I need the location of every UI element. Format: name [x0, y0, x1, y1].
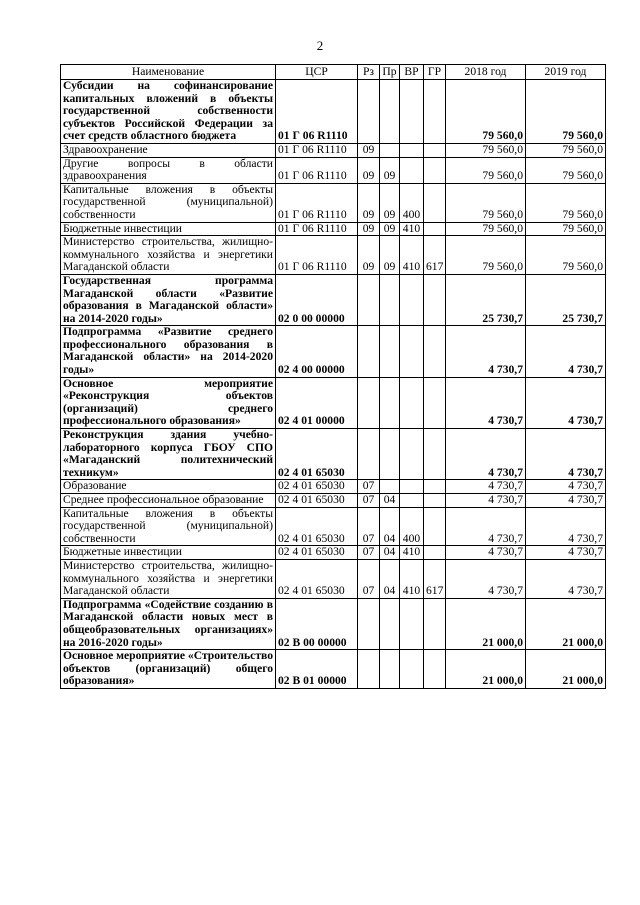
row-csr: 02 4 01 65030 — [276, 546, 358, 560]
row-vr — [400, 598, 424, 649]
row-2018: 4 730,7 — [446, 559, 526, 598]
row-pr — [380, 80, 400, 144]
row-csr: 02 4 01 65030 — [276, 480, 358, 494]
row-pr — [380, 650, 400, 689]
row-pr: 04 — [380, 507, 400, 546]
row-2019: 4 730,7 — [526, 326, 606, 377]
header-name: Наименование — [61, 65, 276, 80]
row-2019: 79 560,0 — [526, 80, 606, 144]
row-2018: 4 730,7 — [446, 429, 526, 480]
row-pr — [380, 143, 400, 157]
page-number: 2 — [316, 38, 324, 53]
header-2018: 2018 год — [446, 65, 526, 80]
row-gr — [424, 650, 446, 689]
row-2019: 4 730,7 — [526, 546, 606, 560]
row-csr: 01 Г 06 R1110 — [276, 236, 358, 275]
table-row — [61, 546, 606, 560]
row-name: Основное мероприятие «Реконструкция объектов (организаций) среднего профессионального образования» — [61, 377, 276, 428]
table-row — [61, 157, 606, 183]
row-rz: 07 — [358, 507, 380, 546]
row-csr: 02 4 01 65030 — [276, 429, 358, 480]
row-2018: 79 560,0 — [446, 183, 526, 222]
row-vr — [400, 494, 424, 508]
row-rz — [358, 650, 380, 689]
row-2019: 4 730,7 — [526, 559, 606, 598]
row-csr: 02 4 01 65030 — [276, 507, 358, 546]
table-row — [61, 80, 606, 144]
row-2018: 79 560,0 — [446, 80, 526, 144]
row-name: Субсидии на софинансирование капитальных вложений в объекты государственной собственности субъектов Российской Федерации за счет средств областного бюджета — [61, 80, 276, 144]
row-rz — [358, 377, 380, 428]
table-row — [61, 559, 606, 598]
row-pr — [380, 598, 400, 649]
table-row — [61, 598, 606, 649]
row-2019: 4 730,7 — [526, 429, 606, 480]
header-vr: ВР — [400, 65, 424, 80]
row-vr — [400, 377, 424, 428]
row-2018: 4 730,7 — [446, 377, 526, 428]
row-gr — [424, 222, 446, 236]
row-gr: 617 — [424, 236, 446, 275]
row-pr: 04 — [380, 559, 400, 598]
row-2018: 4 730,7 — [446, 546, 526, 560]
row-name: Капитальные вложения в объекты государственной (муниципальной) собственности — [61, 507, 276, 546]
row-name: Государственная программа Магаданской области «Развитие образования в Магаданской области» на 2014-2020 годы» — [61, 274, 276, 325]
header-csr: ЦСР — [276, 65, 358, 80]
row-vr: 400 — [400, 183, 424, 222]
row-vr — [400, 650, 424, 689]
table-row — [61, 236, 606, 275]
row-rz — [358, 326, 380, 377]
row-rz: 09 — [358, 236, 380, 275]
row-pr: 04 — [380, 546, 400, 560]
budget-table — [60, 64, 606, 689]
row-2019: 79 560,0 — [526, 157, 606, 183]
row-rz: 09 — [358, 183, 380, 222]
row-2018: 4 730,7 — [446, 326, 526, 377]
row-pr — [380, 377, 400, 428]
row-csr: 01 Г 06 R1110 — [276, 157, 358, 183]
row-rz: 09 — [358, 157, 380, 183]
row-gr — [424, 157, 446, 183]
table-row — [61, 650, 606, 689]
table-row — [61, 183, 606, 222]
row-rz: 09 — [358, 143, 380, 157]
row-pr — [380, 480, 400, 494]
row-gr — [424, 143, 446, 157]
row-2018: 21 000,0 — [446, 598, 526, 649]
row-name: Министерство строительства, жилищно-коммунального хозяйства и энергетики Магаданской области — [61, 236, 276, 275]
row-gr — [424, 274, 446, 325]
header-2019: 2019 год — [526, 65, 606, 80]
row-csr: 01 Г 06 R1110 — [276, 80, 358, 144]
row-vr: 410 — [400, 546, 424, 560]
row-csr: 02 4 01 00000 — [276, 377, 358, 428]
row-pr — [380, 429, 400, 480]
row-gr — [424, 377, 446, 428]
row-vr — [400, 326, 424, 377]
table-row — [61, 143, 606, 157]
row-name: Реконструкция здания учебно-лабораторного корпуса ГБОУ СПО «Магаданский политехнический техникум» — [61, 429, 276, 480]
row-2018: 4 730,7 — [446, 507, 526, 546]
table-row — [61, 377, 606, 428]
row-csr: 01 Г 06 R1110 — [276, 183, 358, 222]
row-gr: 617 — [424, 559, 446, 598]
row-pr: 04 — [380, 494, 400, 508]
row-csr: 02 4 01 65030 — [276, 559, 358, 598]
row-csr: 02 В 01 00000 — [276, 650, 358, 689]
row-rz — [358, 274, 380, 325]
table-row — [61, 274, 606, 325]
row-rz — [358, 80, 380, 144]
row-2019: 4 730,7 — [526, 377, 606, 428]
row-vr — [400, 157, 424, 183]
row-pr: 09 — [380, 222, 400, 236]
row-name: Бюджетные инвестиции — [61, 546, 276, 560]
row-rz — [358, 598, 380, 649]
row-rz: 07 — [358, 559, 380, 598]
row-name: Министерство строительства, жилищно-коммунального хозяйства и энергетики Магаданской области — [61, 559, 276, 598]
row-csr: 02 4 00 00000 — [276, 326, 358, 377]
row-2019: 21 000,0 — [526, 650, 606, 689]
row-vr — [400, 274, 424, 325]
table-row — [61, 480, 606, 494]
header-pr: Пр — [380, 65, 400, 80]
row-2019: 4 730,7 — [526, 507, 606, 546]
row-gr — [424, 183, 446, 222]
header-gr: ГР — [424, 65, 446, 80]
row-2018: 79 560,0 — [446, 157, 526, 183]
row-csr: 01 Г 06 R1110 — [276, 222, 358, 236]
row-gr — [424, 546, 446, 560]
row-vr: 400 — [400, 507, 424, 546]
row-csr: 02 0 00 00000 — [276, 274, 358, 325]
table-header-row — [61, 65, 606, 80]
row-vr: 410 — [400, 222, 424, 236]
row-2019: 4 730,7 — [526, 480, 606, 494]
row-vr: 410 — [400, 236, 424, 275]
row-csr: 01 Г 06 R1110 — [276, 143, 358, 157]
table-row — [61, 429, 606, 480]
row-vr — [400, 143, 424, 157]
row-name: Капитальные вложения в объекты государственной (муниципальной) собственности — [61, 183, 276, 222]
row-2018: 21 000,0 — [446, 650, 526, 689]
row-name: Подпрограмма «Развитие среднего профессионального образования в Магаданской области» на 2014-2020 годы» — [61, 326, 276, 377]
row-2018: 79 560,0 — [446, 236, 526, 275]
row-name: Бюджетные инвестиции — [61, 222, 276, 236]
row-2019: 79 560,0 — [526, 143, 606, 157]
row-vr — [400, 80, 424, 144]
row-name: Образование — [61, 480, 276, 494]
row-name: Другие вопросы в области здравоохранения — [61, 157, 276, 183]
table-row — [61, 222, 606, 236]
row-name: Здравоохранение — [61, 143, 276, 157]
row-pr — [380, 326, 400, 377]
row-rz: 07 — [358, 480, 380, 494]
row-2019: 79 560,0 — [526, 183, 606, 222]
row-vr: 410 — [400, 559, 424, 598]
row-gr — [424, 429, 446, 480]
row-pr: 09 — [380, 157, 400, 183]
row-pr — [380, 274, 400, 325]
row-2019: 25 730,7 — [526, 274, 606, 325]
row-name: Подпрограмма «Содействие созданию в Магаданской области новых мест в общеобразовательных организациях» на 2016-2020 годы» — [61, 598, 276, 649]
row-2019: 4 730,7 — [526, 494, 606, 508]
row-2019: 21 000,0 — [526, 598, 606, 649]
row-gr — [424, 326, 446, 377]
row-2018: 25 730,7 — [446, 274, 526, 325]
table-row — [61, 507, 606, 546]
row-vr — [400, 480, 424, 494]
row-gr — [424, 480, 446, 494]
row-2018: 4 730,7 — [446, 494, 526, 508]
row-rz — [358, 429, 380, 480]
row-vr — [400, 429, 424, 480]
row-csr: 02 4 01 65030 — [276, 494, 358, 508]
row-2018: 79 560,0 — [446, 222, 526, 236]
row-2019: 79 560,0 — [526, 236, 606, 275]
row-pr: 09 — [380, 236, 400, 275]
row-name: Основное мероприятие «Строительство объектов (организаций) общего образования» — [61, 650, 276, 689]
table-row — [61, 494, 606, 508]
row-name: Среднее профессиональное образование — [61, 494, 276, 508]
row-gr — [424, 598, 446, 649]
row-csr: 02 В 00 00000 — [276, 598, 358, 649]
row-rz: 09 — [358, 222, 380, 236]
row-2019: 79 560,0 — [526, 222, 606, 236]
table-body — [61, 80, 606, 689]
row-gr — [424, 507, 446, 546]
table-row — [61, 326, 606, 377]
row-gr — [424, 80, 446, 144]
row-2018: 79 560,0 — [446, 143, 526, 157]
row-pr: 09 — [380, 183, 400, 222]
header-rz: Рз — [358, 65, 380, 80]
row-2018: 4 730,7 — [446, 480, 526, 494]
row-rz: 07 — [358, 546, 380, 560]
row-gr — [424, 494, 446, 508]
row-rz: 07 — [358, 494, 380, 508]
